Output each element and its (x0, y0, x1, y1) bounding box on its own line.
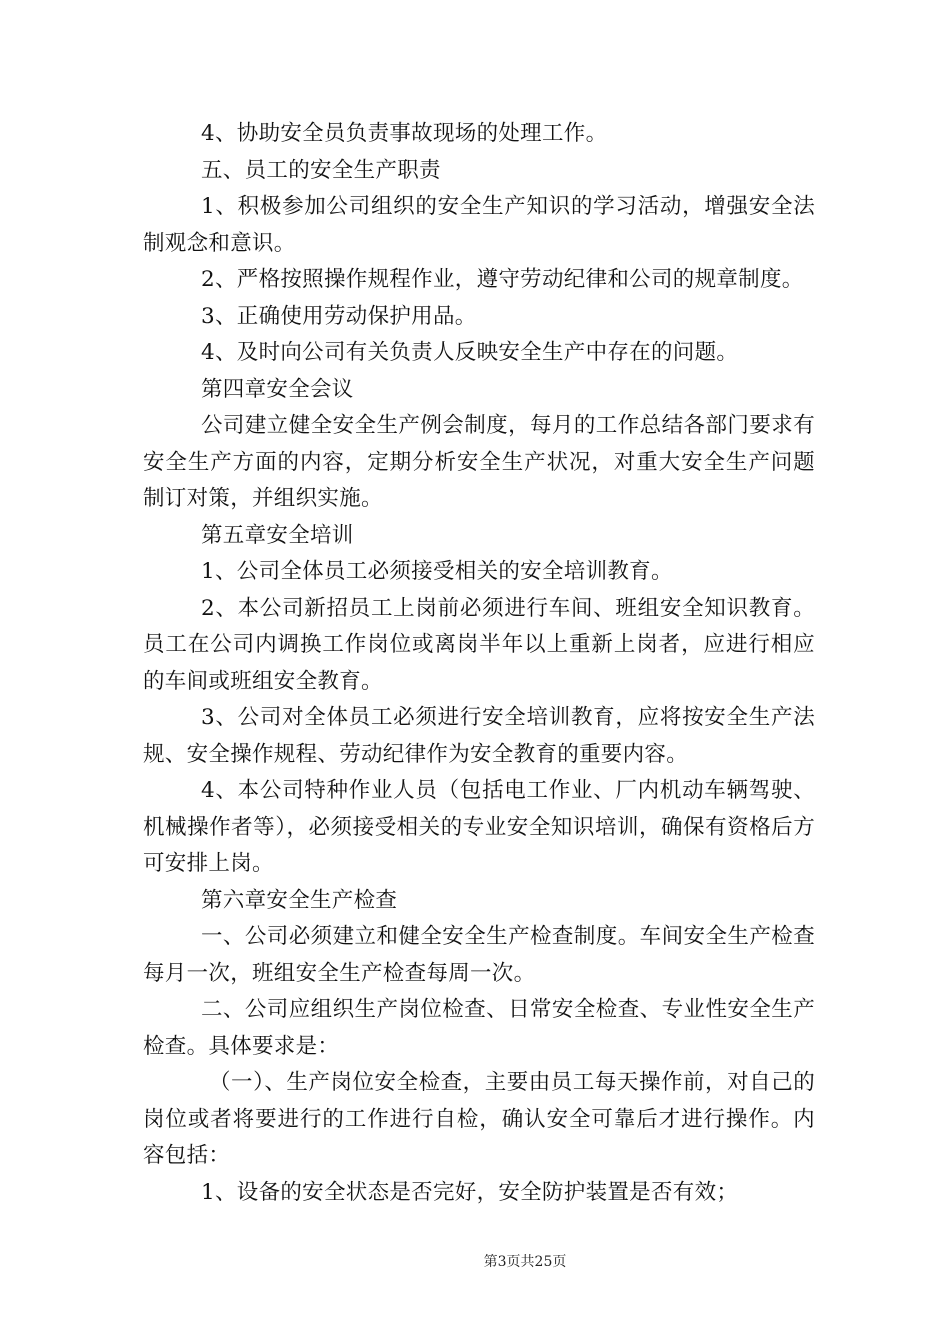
paragraph: 1、设备的安全状态是否完好，安全防护装置是否有效； (201, 1179, 739, 1205)
paragraph: 4、及时向公司有关负责人反映安全生产中存在的问题。 (201, 340, 739, 365)
paragraph: 2、本公司新招员工上岗前必须进行车间、班组安全知识教育。员工在公司内调换工作岗位或离岗半年以上重新上岗者，应进行相应的车间或班组安全教育。 (143, 595, 815, 694)
paragraph: 1、公司全体员工必须接受相关的安全培训教育。 (201, 559, 673, 584)
page-footer (0, 1251, 950, 1271)
paragraph: 3、公司对全体员工必须进行安全培训教育，应将按安全生产法规、安全操作规程、劳动纪律作为安全教育的重要内容。 (143, 705, 815, 767)
paragraph: 第五章安全培训 (201, 522, 354, 548)
document-body (143, 116, 815, 1211)
paragraph: 4、本公司特种作业人员（包括电工作业、厂内机动车辆驾驶、机械操作者等），必须接受相关的专业安全知识培训，确保有资格后方可安排上岗。 (143, 778, 815, 876)
paragraph: 第六章安全生产检查 (201, 887, 398, 913)
paragraph: 二、公司应组织生产岗位检查、日常安全检查、专业性安全生产检查。具体要求是： (143, 997, 815, 1059)
paragraph: （一）、生产岗位安全检查，主要由员工每天操作前，对自己的岗位或者将要进行的工作进行自检，确认安全可靠后才进行操作。内容包括： (143, 1070, 815, 1168)
page-number: 第3页共25页 (483, 1254, 567, 1270)
paragraph: 4、协助安全员负责事故现场的处理工作。 (201, 121, 608, 146)
paragraph: 1、积极参加公司组织的安全生产知识的学习活动，增强安全法制观念和意识。 (143, 194, 815, 256)
paragraph: 公司建立健全安全生产例会制度，每月的工作总结各部门要求有安全生产方面的内容，定期分析安全生产状况，对重大安全生产问题制订对策，并组织实施。 (143, 413, 815, 511)
paragraph: 一、公司必须建立和健全安全生产检查制度。车间安全生产检查每月一次，班组安全生产检查每周一次。 (143, 924, 815, 986)
paragraph: 3、正确使用劳动保护用品。 (201, 303, 477, 329)
paragraph: 五、员工的安全生产职责 (201, 157, 441, 183)
paragraph: 2、严格按照操作规程作业，遵守劳动纪律和公司的规章制度。 (201, 267, 804, 292)
paragraph: 第四章安全会议 (201, 376, 354, 402)
